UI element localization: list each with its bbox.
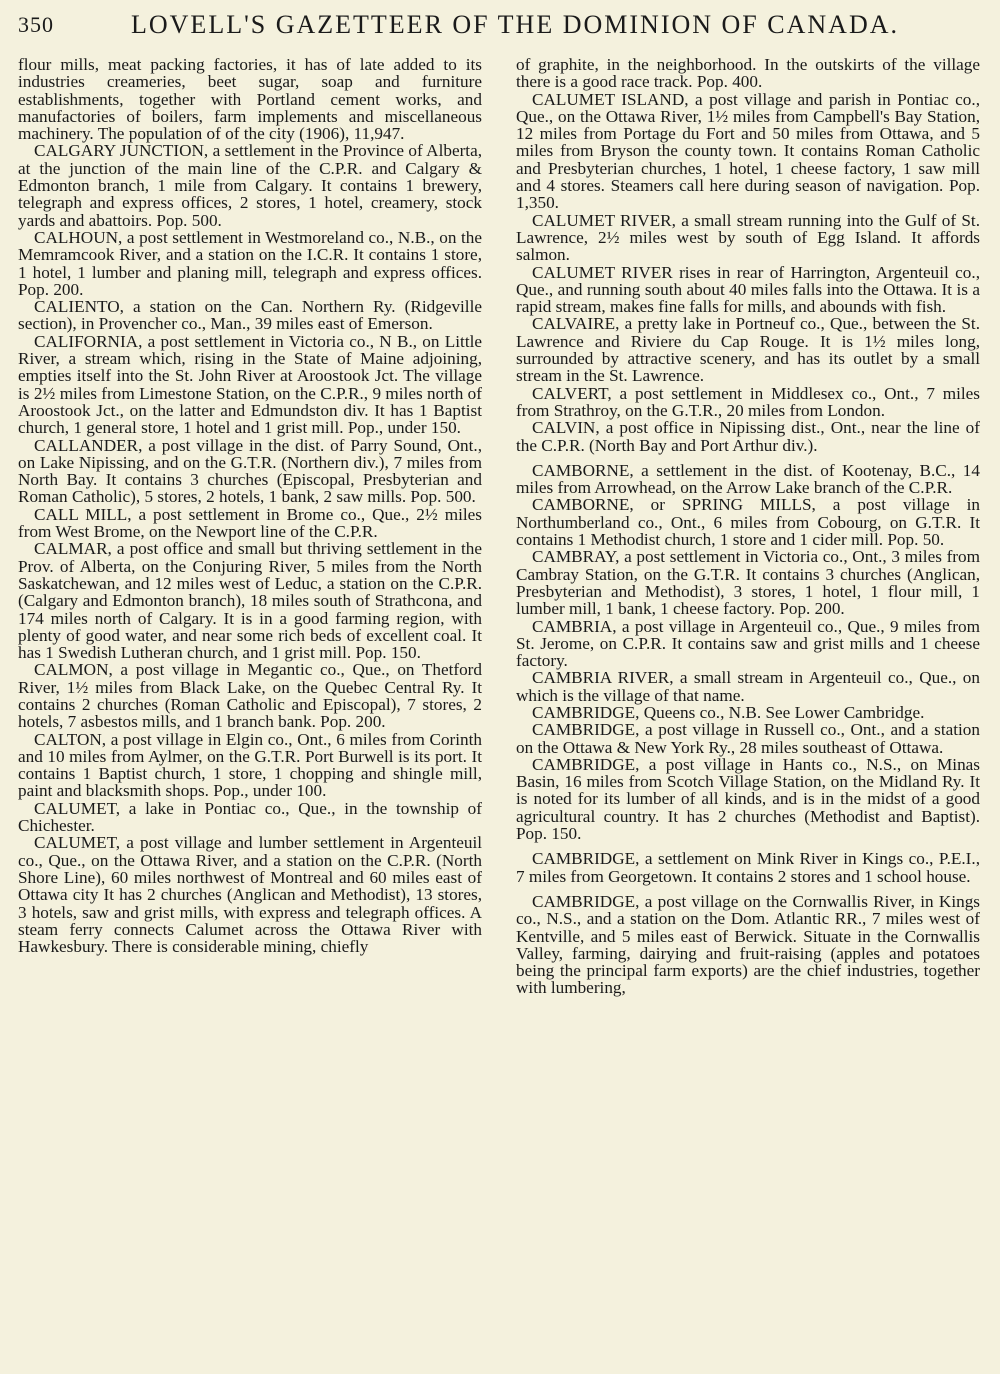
entry-paragraph: CALUMET ISLAND, a post village and parish in Pontiac co., Que., on the Ottawa River, 1½ miles from Campbell's Bay Station, 12 miles from Portage du Fort and 50 miles from Ottawa, and 5 miles from Bryson the county town. It contains Roman Catholic and Presbyterian churches, 1 hotel, 1 cheese factory, 1 saw mill and 4 stores. Steamers call here during season of navigation. Pop. 1,350. <box>516 89 980 213</box>
entry-paragraph: CAMBRIDGE, a settlement on Mink River in Kings co., P.E.I., 7 miles from Georgetown. It contains 2 stores and 1 school house. <box>516 849 980 886</box>
entry-paragraph: flour mills, meat packing factories, it has of late added to its industries creameries, beet sugar, soap and furniture establishments, together with Portland cement works, and manufactories of boilers, farm implements and miscellaneous machinery. The population of of the city (1906), 11,947. <box>18 56 482 144</box>
entry-paragraph: CALTON, a post village in Elgin co., Ont., 6 miles from Corinth and 10 miles from Aylmer, on the G.T.R. Port Burwell is its port. It contains 1 Baptist church, 1 store, 1 chopping and shingle mill, paint and blacksmith shops. Pop., under 100. <box>18 729 482 801</box>
entry-paragraph: CAMBRIDGE, a post village on the Cornwallis River, in Kings co., N.S., and a station on the Dom. Atlantic RR., 7 miles west of Kentville, and 5 miles east of Berwick. Situate in the Cornwallis Valley, farming, dairying and fruit-raising (apples and potatoes being the principal farm exports) are the chief industries, together with lumbering, <box>516 891 980 998</box>
entry-paragraph: of graphite, in the neighborhood. In the outskirts of the village there is a good race track. Pop. 400. <box>516 56 980 92</box>
entry-paragraph: CAMBRIA, a post village in Argenteuil co., Que., 9 miles from St. Jerome, on C.P.R. It contains saw and grist mills and 1 cheese factory. <box>516 616 980 671</box>
entry-paragraph: CALIENTO, a station on the Can. Northern Ry. (Ridgeville section), in Provencher co., Man., 39 miles east of Emerson. <box>18 297 482 334</box>
entry-paragraph: CAMBRIA RIVER, a small stream in Argenteuil co., Que., on which is the village of that name. <box>516 668 980 705</box>
entry-paragraph: CAMBRAY, a post settlement in Victoria co., Ont., 3 miles from Cambray Station, on the G.T.R. It contains 3 churches (Anglican, Presbyterian and Methodist), 3 stores, 1 hotel, 1 flour mill, 1 lumber mill, 1 bank, 1 cheese factory. Pop. 200. <box>516 547 980 619</box>
entry-paragraph: CALGARY JUNCTION, a settlement in the Province of Alberta, at the junction of the main line of the C.P.R. and Calgary & Edmonton branch, 1 mile from Calgary. It contains 1 brewery, telegraph and express offices, 2 stores, 1 hotel, creamery, stock yards and abattoirs. Pop. 500. <box>18 141 482 230</box>
entry-paragraph: CAMBRIDGE, a post village in Hants co., N.S., on Minas Basin, 16 miles from Scotch Village Station, on the Midland Ry. It is noted for its lumber of all kinds, and is in the midst of a good agricultural country. It has 2 churches (Methodist and Baptist). Pop. 150. <box>516 754 980 844</box>
entry-paragraph: CALVIN, a post office in Nipissing dist., Ont., near the line of the C.P.R. (North Bay and Port Arthur div.). <box>516 418 980 455</box>
entry-paragraph: CAMBRIDGE, Queens co., N.B. See Lower Cambridge. <box>532 702 925 722</box>
page-header <box>18 0 982 50</box>
running-title: LOVELL'S GAZETTEER OF THE DOMINION OF CANADA. <box>131 10 899 39</box>
entry-paragraph: CALUMET RIVER rises in rear of Harrington, Argenteuil co., Que., and running south about 40 miles falls into the Ottawa. It is a rapid stream, makes fine falls for mills, and abounds with fish. <box>516 262 980 317</box>
entry-paragraph: CALVAIRE, a pretty lake in Portneuf co., Que., between the St. Lawrence and Riviere du Cap Rouge. It is 1½ miles long, surrounded by attractive scenery, and has its outlet by a small stream in the St. Lawrence. <box>516 314 980 386</box>
entry-paragraph: CAMBRIDGE, a post village in Russell co., Ont., and a station on the Ottawa & New York Ry., 28 miles southeast of Ottawa. <box>516 720 980 757</box>
entry-paragraph: CALVERT, a post settlement in Middlesex co., Ont., 7 miles from Strathroy, on the G.T.R., 20 miles from London. <box>516 383 980 420</box>
entry-paragraph: CALMON, a post village in Megantic co., Que., on Thetford River, 1½ miles from Black Lake, on the Quebec Central Ry. It contains 2 churches (Roman Catholic and Episcopal), 7 stores, 2 hotels, 7 asbestos mills, and 1 branch bank. Pop. 200. <box>18 660 482 732</box>
entry-paragraph: CALMAR, a post office and small but thriving settlement in the Prov. of Alberta, on the Conjuring River, 5 miles from the North Saskatchewan, and 12 miles west of Leduc, a station on the C.P.R. (Calgary and Edmonton branch), 18 miles south of Strathcona, and 174 miles north of Calgary. It is in a good farming region, with plenty of good water, and near some rich beds of excellent coal. It has 1 Swedish Lutheran church, and 1 grist mill. Pop. 150. <box>18 539 482 663</box>
page-number: 350 <box>18 12 54 37</box>
entry-paragraph: CALLANDER, a post village in the dist. of Parry Sound, Ont., on Lake Nipissing, and on the G.T.R. (Northern div.), 7 miles from North Bay. It contains 3 churches (Episcopal, Presbyterian and Roman Catholic), 5 stores, 2 hotels, 1 bank, 2 saw mills. Pop. 500. <box>18 435 482 507</box>
entry-paragraph: CALUMET, a post village and lumber settlement in Argenteuil co., Que., on the Ottawa River, and a station on the C.P.R. (North Shore Line), 60 miles northwest of Montreal and 60 miles east of Ottawa city It has 2 churches (Anglican and Methodist), 13 stores, 3 hotels, saw and grist mills, with express and telegraph offices. A steam ferry connects Calumet across the Ottawa River with Hawkesbury. There is considerable mining, chiefly <box>18 833 482 957</box>
entry-paragraph: CALUMET, a lake in Pontiac co., Que., in the township of Chichester. <box>18 798 482 836</box>
entry-paragraph: CAMBORNE, a settlement in the dist. of Kootenay, B.C., 14 miles from Arrowhead, on the Arrow Lake branch of the C.P.R. <box>516 460 980 498</box>
entry-paragraph: CALHOUN, a post settlement in Westmoreland co., N.B., on the Memramcook River, and a station on the I.C.R. It contains 1 store, 1 hotel, 1 lumber and planing mill, telegraph and express offices. Pop. 200. <box>18 227 482 299</box>
entry-paragraph: CALUMET RIVER, a small stream running into the Gulf of St. Lawrence, 2½ miles west by south of Egg Island. It affords salmon. <box>516 210 980 265</box>
right-column <box>516 56 980 1364</box>
entry-paragraph: CAMBORNE, or SPRING MILLS, a post village in Northumberland co., Ont., 6 miles from Cobourg, on G.T.R. It contains 1 Methodist church, 1 store and 1 cider mill. Pop. 50. <box>516 495 980 550</box>
entry-paragraph: CALIFORNIA, a post settlement in Victoria co., N B., on Little River, a stream which, rising in the State of Maine adjoining, empties itself into the St. John River at Aroostook Jct. The village is 2½ miles from Limestone Station, on the C.P.R., 9 miles north of Aroostook Jct., on the latter and Edmundston div. It has 1 Baptist church, 1 general store, 1 hotel and 1 grist mill. Pop., under 150. <box>18 331 482 438</box>
entry-paragraph: CALL MILL, a post settlement in Brome co., Que., 2½ miles from West Brome, on the Newport line of the C.P.R. <box>18 504 482 542</box>
left-column <box>18 56 482 1364</box>
